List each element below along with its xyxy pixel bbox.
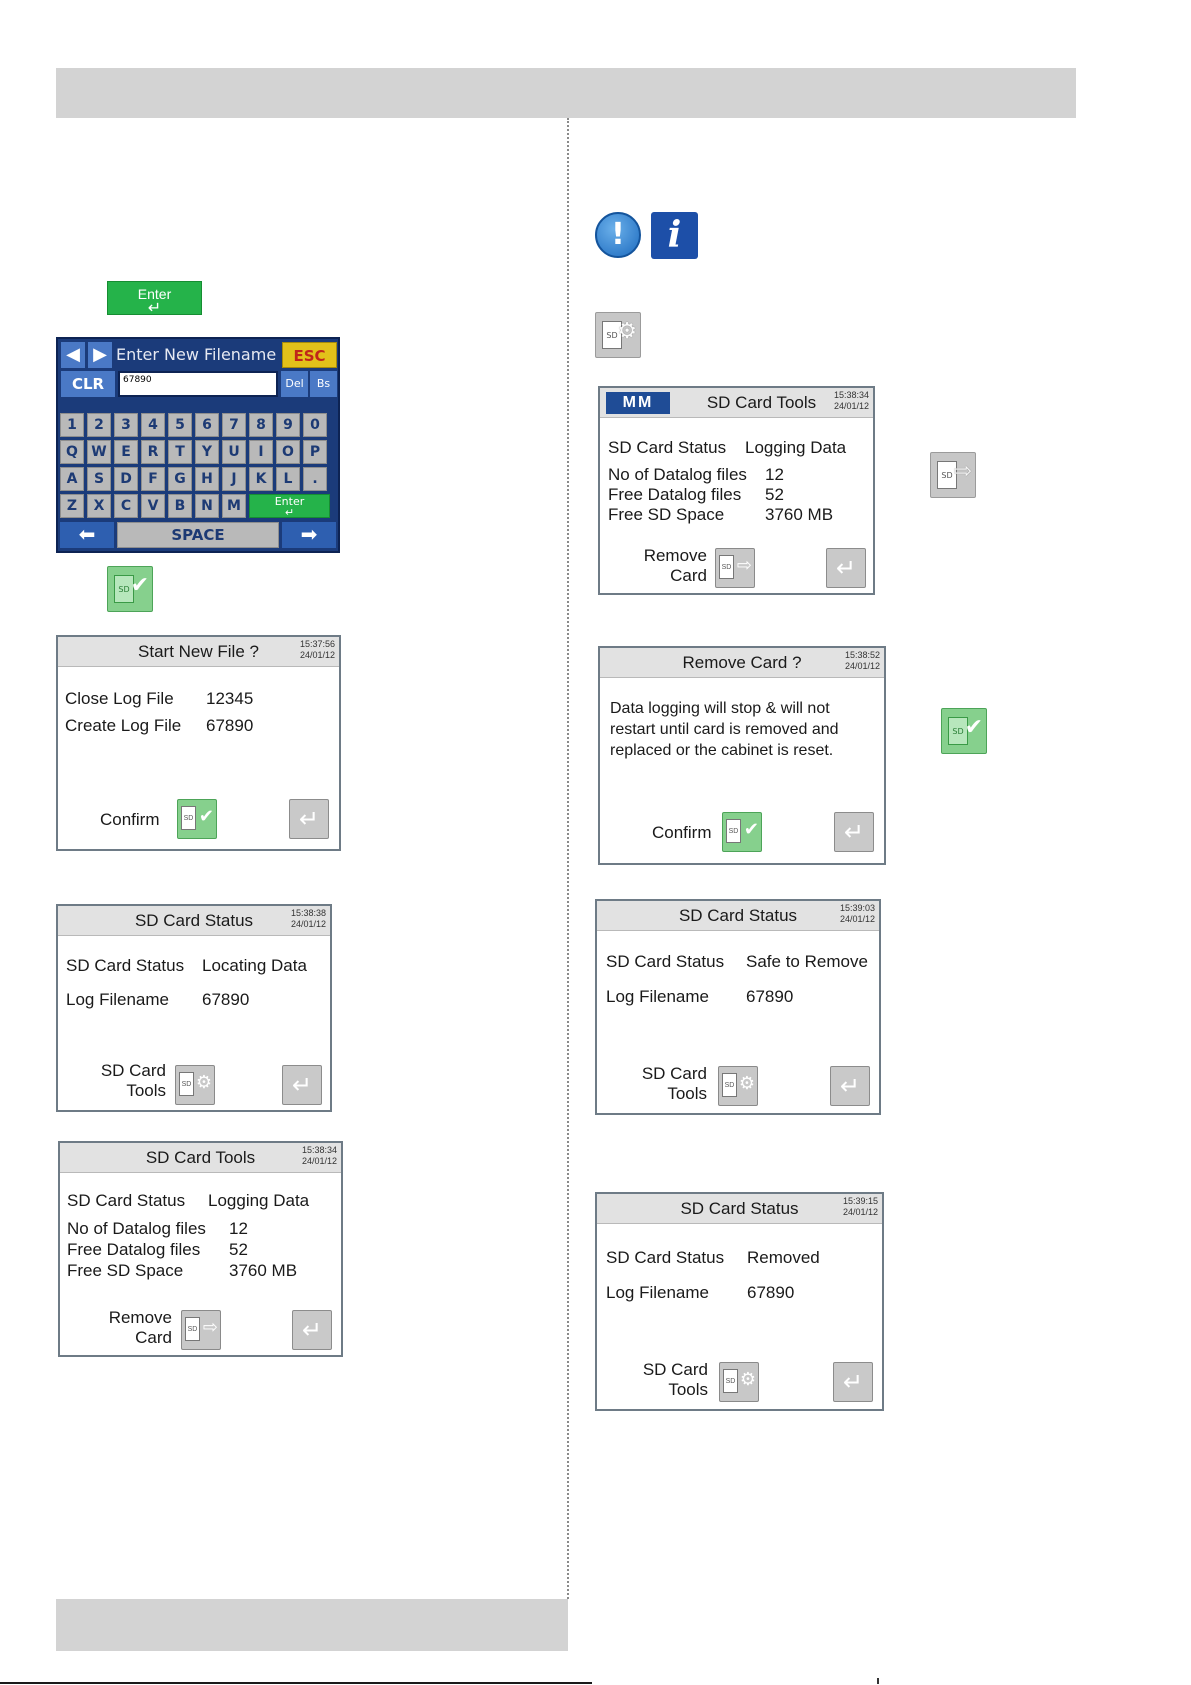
column-divider <box>567 118 569 1599</box>
screen-clock: 15:38:38 24/01/12 <box>290 908 326 929</box>
remove-card-screen <box>598 646 886 865</box>
key-row <box>60 494 336 518</box>
screen-clock: 15:39:15 24/01/12 <box>842 1196 878 1217</box>
sd-card-icon: SD <box>719 555 734 579</box>
gear-icon: ⚙ <box>739 1369 756 1390</box>
remove-card-button[interactable] <box>181 1310 221 1350</box>
key-z[interactable]: Z <box>60 494 84 518</box>
prev-arrow-button[interactable]: ◀ <box>61 342 85 368</box>
key-q[interactable]: Q <box>60 440 84 464</box>
filename-input[interactable]: 67890 <box>118 371 278 397</box>
status-value: Removed <box>747 1248 820 1267</box>
back-button[interactable]: ↵ <box>833 1362 873 1402</box>
info-icon: i <box>651 212 698 259</box>
status-value: Safe to Remove <box>746 952 868 971</box>
key-period[interactable]: . <box>303 467 327 491</box>
screen-title: SD Card Tools <box>706 393 817 412</box>
key-m[interactable]: M <box>222 494 246 518</box>
screen-title-bar <box>597 1194 882 1224</box>
key-c[interactable]: C <box>114 494 138 518</box>
status-label: SD Card Status <box>67 1191 186 1210</box>
sd-card-tools-label: SD Card Tools <box>100 1061 166 1100</box>
datalog-files-value: 12 <box>765 465 784 484</box>
key-a[interactable]: A <box>60 467 84 491</box>
gear-icon: ⚙ <box>738 1073 755 1094</box>
free-sd-space-value: 3760 MB <box>229 1261 298 1280</box>
sd-card-icon: SD <box>726 819 741 843</box>
backspace-button[interactable]: Bs <box>310 371 337 397</box>
free-datalog-files-label: Free Datalog files <box>608 485 742 504</box>
free-datalog-files-label: Free Datalog files <box>67 1240 201 1259</box>
screen-title-bar <box>600 388 873 418</box>
screen-clock: 15:38:34 24/01/12 <box>301 1145 337 1166</box>
key-b[interactable]: B <box>168 494 192 518</box>
screen-title: SD Card Tools <box>145 1148 256 1167</box>
screen-clock: 15:39:03 24/01/12 <box>839 903 875 924</box>
bottom-tick <box>877 1678 879 1684</box>
bottom-rule <box>0 1682 592 1684</box>
free-sd-space-label: Free SD Space <box>608 505 725 524</box>
eject-arrow-icon: ⇨ <box>736 555 752 576</box>
status-value: Logging Data <box>208 1191 310 1210</box>
key-6[interactable]: 6 <box>195 413 219 437</box>
key-row <box>60 413 336 437</box>
key-e[interactable]: E <box>114 440 138 464</box>
key-y[interactable]: Y <box>195 440 219 464</box>
key-7[interactable]: 7 <box>222 413 246 437</box>
log-filename-label: Log Filename <box>606 1283 710 1302</box>
status-label: SD Card Status <box>66 956 185 975</box>
back-button[interactable]: ↵ <box>830 1066 870 1106</box>
check-icon: ✔ <box>198 806 214 827</box>
keyboard-title: Enter New Filename <box>116 345 277 364</box>
sd-card-tools-screen <box>58 1141 343 1357</box>
back-button[interactable]: ↵ <box>834 812 874 852</box>
back-button[interactable]: ↵ <box>282 1065 322 1105</box>
screen-title-bar <box>600 648 884 678</box>
status-value: Locating Data <box>202 956 307 975</box>
status-label: SD Card Status <box>606 1248 725 1267</box>
cursor-left-button[interactable]: ⬅ <box>60 522 114 548</box>
header-bar <box>56 68 1076 118</box>
log-filename-label: Log Filename <box>606 987 710 1006</box>
key-k[interactable]: K <box>249 467 273 491</box>
key-row <box>60 467 336 491</box>
key-4[interactable]: 4 <box>141 413 165 437</box>
status-value: Logging Data <box>745 438 847 457</box>
key-n[interactable]: N <box>195 494 219 518</box>
status-label: SD Card Status <box>608 438 727 457</box>
warning-icon: ! <box>595 212 641 258</box>
sd-card-icon: SD <box>185 1317 200 1341</box>
sd-card-icon: SD <box>179 1072 194 1096</box>
remove-card-label: Remove Card <box>108 1308 172 1347</box>
key-d[interactable]: D <box>114 467 138 491</box>
key-0[interactable]: 0 <box>303 413 327 437</box>
key-p[interactable]: P <box>303 440 327 464</box>
key-u[interactable]: U <box>222 440 246 464</box>
sd-card-tools-label: SD Card Tools <box>641 1064 707 1103</box>
log-filename-value: 67890 <box>746 987 794 1006</box>
sd-status-removed-screen <box>595 1192 884 1411</box>
datalog-files-label: No of Datalog files <box>67 1219 206 1238</box>
confirm-button[interactable] <box>722 812 762 852</box>
key-3[interactable]: 3 <box>114 413 138 437</box>
warning-message-line-3: replaced or the cabinet is reset. <box>610 742 834 759</box>
key-j[interactable]: J <box>222 467 246 491</box>
space-key[interactable]: SPACE <box>117 522 279 548</box>
log-filename-value: 67890 <box>747 1283 795 1302</box>
key-g[interactable]: G <box>168 467 192 491</box>
key-s[interactable]: S <box>87 467 111 491</box>
sd-card-tools-screen-right <box>598 386 875 595</box>
confirm-label: Confirm <box>100 810 160 829</box>
key-8[interactable]: 8 <box>249 413 273 437</box>
key-9[interactable]: 9 <box>276 413 300 437</box>
free-sd-space-value: 3760 MB <box>765 505 834 524</box>
key-l[interactable]: L <box>276 467 300 491</box>
log-filename-value: 67890 <box>202 990 250 1009</box>
sd-card-tools-button[interactable] <box>719 1362 759 1402</box>
remove-card-label: Remove Card <box>643 546 707 585</box>
key-r[interactable]: R <box>141 440 165 464</box>
screen-title: SD Card Status <box>134 911 254 930</box>
confirm-label: Confirm <box>652 823 712 842</box>
next-arrow-button[interactable]: ▶ <box>88 342 112 368</box>
create-log-value: 67890 <box>206 716 254 735</box>
warning-message-line-1: Data logging will stop & will not <box>610 700 830 717</box>
eject-arrow-icon: ⇨ <box>202 1317 218 1338</box>
keyboard-bottom-row <box>60 522 336 550</box>
screen-clock: 15:37:56 24/01/12 <box>299 639 335 660</box>
key-o[interactable]: O <box>276 440 300 464</box>
del-button[interactable]: Del <box>281 371 308 397</box>
datalog-files-label: No of Datalog files <box>608 465 747 484</box>
screen-title-bar <box>58 637 339 667</box>
key-2[interactable]: 2 <box>87 413 111 437</box>
back-button[interactable]: ↵ <box>289 799 329 839</box>
key-v[interactable]: V <box>141 494 165 518</box>
close-log-label: Close Log File <box>65 689 174 708</box>
cursor-right-button[interactable]: ➡ <box>282 522 336 548</box>
sd-card-icon: SD <box>723 1369 738 1393</box>
confirm-button[interactable] <box>177 799 217 839</box>
sd-confirm-icon-right: SD ✔ <box>941 708 987 754</box>
free-sd-space-label: Free SD Space <box>67 1261 184 1280</box>
key-1[interactable]: 1 <box>60 413 84 437</box>
key-i[interactable]: I <box>249 440 273 464</box>
status-label: SD Card Status <box>606 952 725 971</box>
sd-card-tools-label: SD Card Tools <box>642 1360 708 1399</box>
brand-logo: MM <box>606 392 670 414</box>
screen-title-bar <box>58 906 330 936</box>
free-datalog-files-value: 52 <box>229 1240 248 1259</box>
enter-key[interactable]: Enter ↵ <box>249 494 330 518</box>
log-filename-label: Log Filename <box>66 990 170 1009</box>
key-x[interactable]: X <box>87 494 111 518</box>
sd-card-icon: SD <box>181 806 196 830</box>
screen-title: SD Card Status <box>680 1199 799 1218</box>
key-grid <box>60 413 336 521</box>
key-row <box>60 440 336 464</box>
screen-title: SD Card Status <box>678 906 798 925</box>
key-5[interactable]: 5 <box>168 413 192 437</box>
sd-tools-icon: SD ⚙ <box>595 312 641 358</box>
remove-card-button[interactable] <box>715 548 755 588</box>
sd-card-tools-button[interactable] <box>718 1066 758 1106</box>
create-log-label: Create Log File <box>65 716 182 735</box>
sd-remove-icon: SD ⇨ <box>930 452 976 498</box>
screen-clock: 15:38:52 24/01/12 <box>844 650 880 671</box>
screen-title: Remove Card ? <box>682 653 802 672</box>
screen-clock: 15:38:34 24/01/12 <box>833 390 869 411</box>
sd-confirm-icon: SD ✔ <box>107 566 153 612</box>
sd-card-tools-button[interactable] <box>175 1065 215 1105</box>
gear-icon: ⚙ <box>195 1072 212 1093</box>
key-f[interactable]: F <box>141 467 165 491</box>
screen-title: Start New File ? <box>138 642 259 661</box>
back-button[interactable]: ↵ <box>292 1310 332 1350</box>
key-t[interactable]: T <box>168 440 192 464</box>
warning-message-line-2: restart until card is removed and <box>610 721 839 738</box>
free-datalog-files-value: 52 <box>765 485 784 504</box>
clr-button[interactable]: CLR <box>61 371 115 397</box>
sd-status-locating-screen <box>56 904 332 1112</box>
start-new-file-screen <box>56 635 341 851</box>
key-h[interactable]: H <box>195 467 219 491</box>
screen-title-bar <box>60 1143 341 1173</box>
key-w[interactable]: W <box>87 440 111 464</box>
enter-arrow-icon: ↵ <box>284 506 295 519</box>
back-button[interactable]: ↵ <box>826 548 866 588</box>
check-icon: ✔ <box>743 819 759 840</box>
datalog-files-value: 12 <box>229 1219 248 1238</box>
filename-keyboard <box>56 337 340 553</box>
footer-bar <box>56 1599 568 1651</box>
sd-card-icon: SD <box>722 1073 737 1097</box>
sd-status-safe-screen <box>595 899 881 1115</box>
enter-key-icon: Enter ↵ <box>107 281 202 315</box>
close-log-value: 12345 <box>206 689 254 708</box>
esc-button[interactable]: ESC <box>282 342 337 368</box>
screen-title-bar <box>597 901 879 931</box>
